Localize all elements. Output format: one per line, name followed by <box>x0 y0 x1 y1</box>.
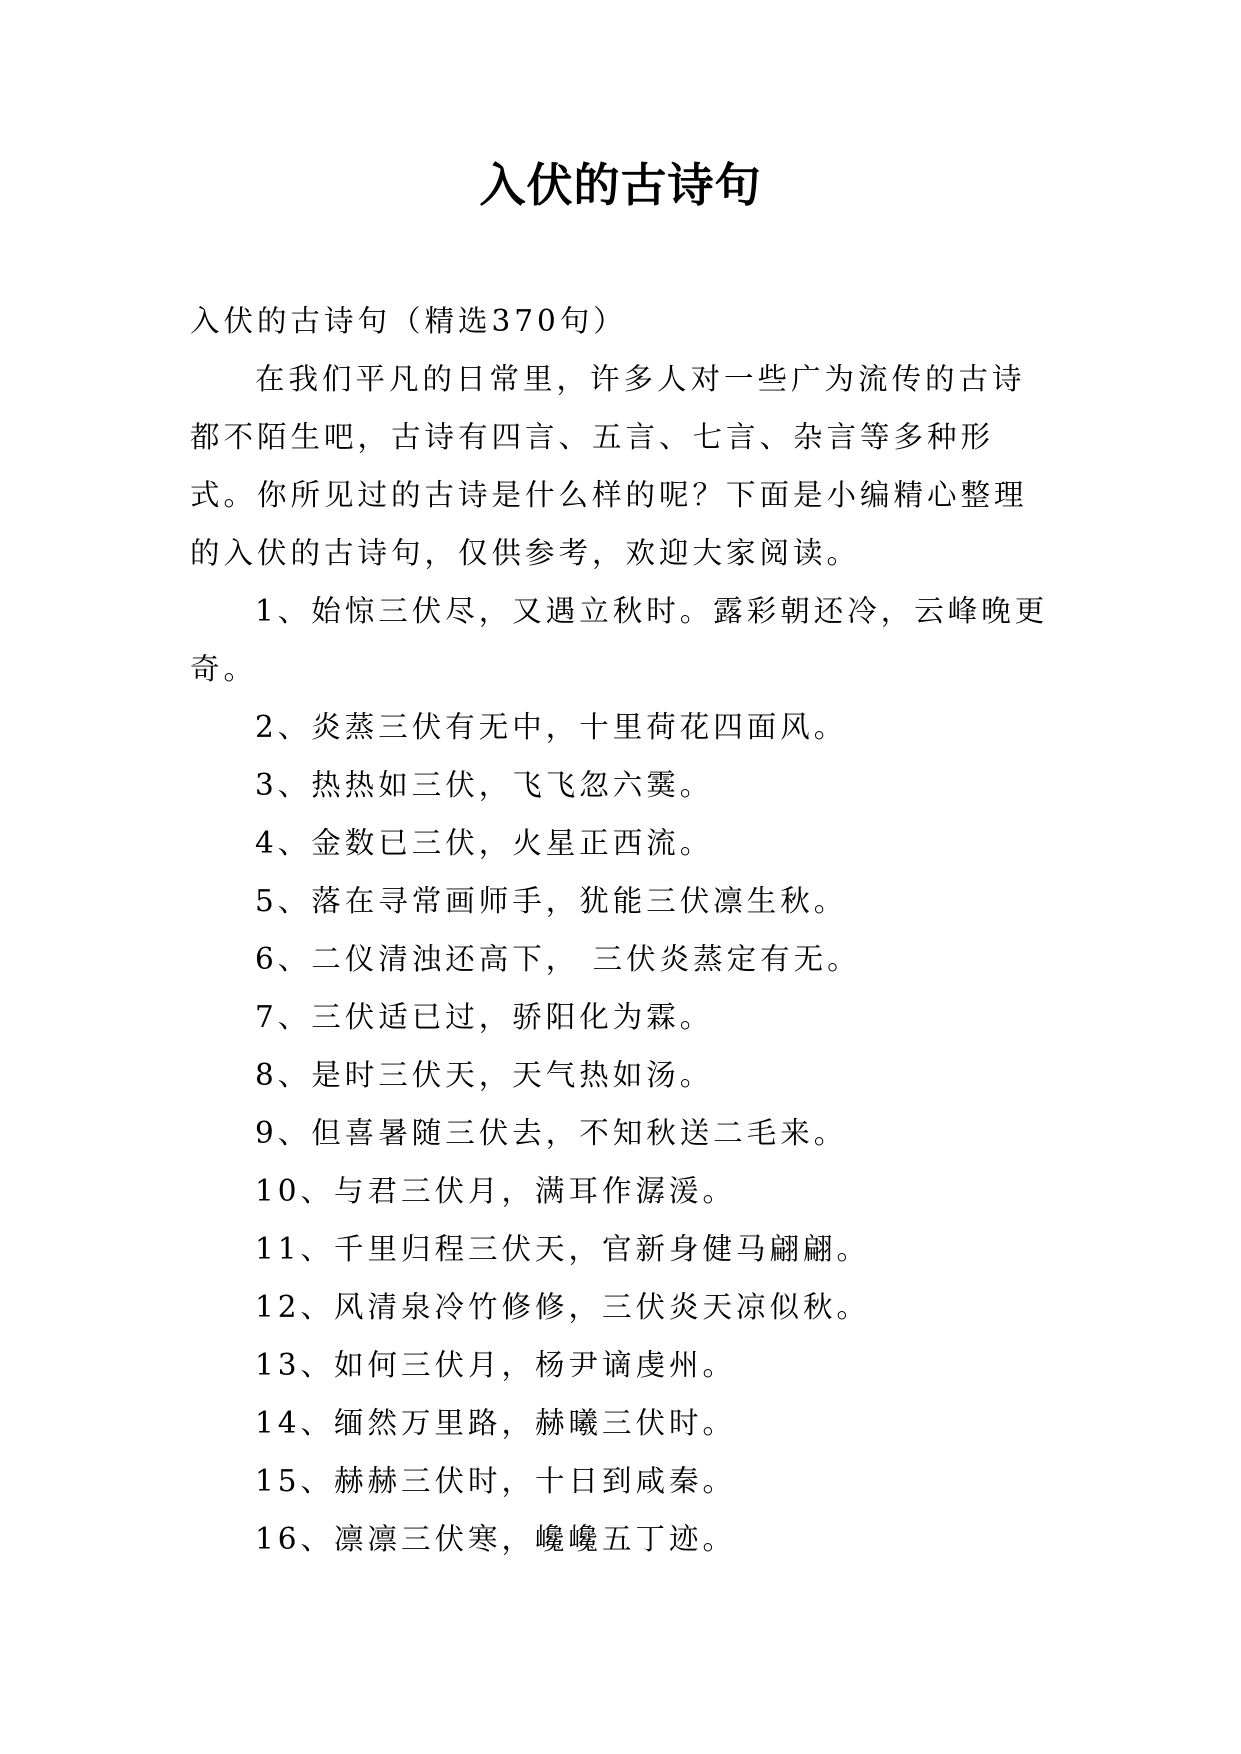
poem-line: 13、如何三伏月，杨尹谪虔州。 <box>255 1348 737 1382</box>
poem-line: 12、风清泉冷竹修修，三伏炎天凉似秋。 <box>255 1290 871 1324</box>
poem-line: 10、与君三伏月，满耳作潺湲。 <box>255 1174 737 1208</box>
poem-line: 14、缅然万里路，赫曦三伏时。 <box>255 1406 737 1440</box>
poem-line: 5、落在寻常画师手，犹能三伏凛生秋。 <box>255 884 848 918</box>
poem-line: 2、炎蒸三伏有无中，十里荷花四面风。 <box>255 710 848 744</box>
poem-line: 4、金数已三伏，火星正西流。 <box>255 826 714 860</box>
poem-line: 9、但喜暑随三伏去，不知秋送二毛来。 <box>255 1116 848 1150</box>
poem-line: 11、千里归程三伏天，官新身健马翩翩。 <box>255 1232 871 1266</box>
intro-paragraph: 在我们平凡的日常里，许多人对一些广为流传的古诗都不陌生吧，古诗有四言、五言、七言、杂言等多种形式。你所见过的古诗是什么样的呢？下面是小编精心整理的入伏的古诗句，仅供参考，欢迎大家阅读。 <box>190 362 1028 570</box>
subtitle-line: 入伏的古诗句（精选370句） <box>190 304 627 338</box>
poem-line: 1、始惊三伏尽，又遇立秋时。露彩朝还冷，云峰晚更奇。 <box>190 594 1049 686</box>
poem-line: 15、赫赫三伏时，十日到咸秦。 <box>255 1464 737 1498</box>
document-title: 入伏的古诗句 <box>479 158 762 212</box>
poem-line: 8、是时三伏天，天气热如汤。 <box>255 1058 714 1092</box>
poem-line: 7、三伏适已过，骄阳化为霖。 <box>255 1000 714 1034</box>
poem-line: 3、热热如三伏，飞飞忽六霙。 <box>255 768 714 802</box>
poem-line: 6、二仪清浊还高下， 三伏炎蒸定有无。 <box>255 942 861 976</box>
document-body <box>190 292 1052 1568</box>
poem-line: 16、凛凛三伏寒，巉巉五丁迹。 <box>255 1522 737 1556</box>
